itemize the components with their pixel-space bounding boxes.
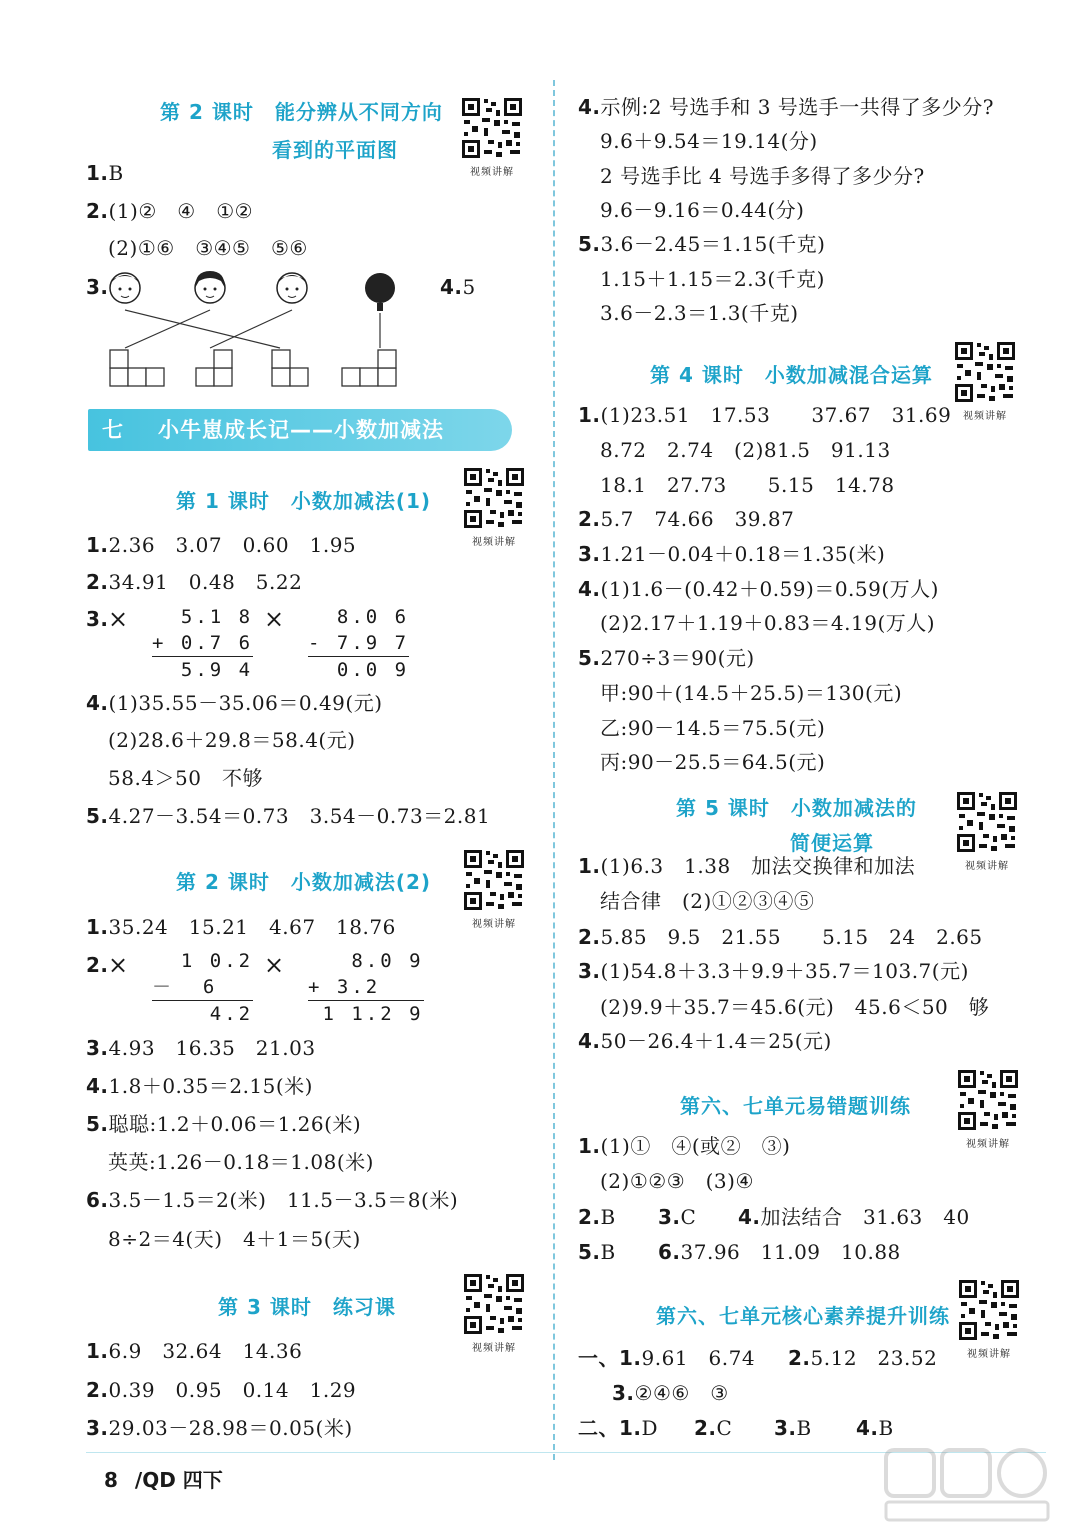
answer-line: 2.C [694,1416,733,1440]
qr-code[interactable] [460,96,524,178]
answer-line: 5.聪聪:1.2＋0.06＝1.26(米) [86,1112,362,1136]
answer-line: 二、1.D [578,1416,659,1440]
block-view [272,350,308,386]
answer-line: 1.35.24 15.21 4.67 18.76 [86,915,396,939]
watermark-logo-icon [882,1444,1052,1524]
answer-line: 4.1.8＋0.35＝2.15(米) [86,1074,313,1098]
qr-label: 视频讲解 [472,1343,516,1354]
answer-line: 4.(1)1.6－(0.42＋0.59)＝0.59(万人) [578,577,939,601]
qr-label: 视频讲解 [472,537,516,548]
answer-line: 2.34.91 0.48 5.22 [86,570,303,594]
qr-label: 视频讲解 [963,411,1007,422]
answer-line: 1.(1)6.3 1.38 加法交换律和加法 [578,854,916,878]
qr-code[interactable] [462,1272,526,1354]
lesson-title-7-5-line1: 第 5 课时 小数加减法的 [676,796,917,820]
match-line [125,310,280,348]
answer-line: (2)2.17＋1.19＋0.83＝4.19(万人) [600,611,936,635]
vertical-calc [152,604,253,683]
vertical-calc [308,604,409,683]
qr-code[interactable] [953,340,1017,422]
wrong-mark: × [108,951,129,979]
answer-line: 4.50－26.4＋1.4＝25(元) [578,1029,832,1053]
qr-code[interactable] [955,790,1019,872]
answer-line: 乙:90－14.5＝75.5(元) [600,716,826,740]
answer-line: 5.3.6－2.45＝1.15(千克) [578,232,826,256]
lesson-title-review-errors: 第六、七单元易错题训练 [680,1094,911,1118]
block-view [196,350,232,386]
qr-code-icon [956,1068,1020,1132]
answer-line: 8.72 2.74 (2)81.5 91.13 [600,438,891,462]
lesson-title-7-2: 第 2 课时 小数加减法(2) [176,870,432,894]
qr-code[interactable] [462,848,526,930]
answer-line: 2.0.39 0.95 0.14 1.29 [86,1378,357,1402]
answer-line: 1.(1)① ④(或② ③) [578,1134,791,1158]
answer-line: 4.5 [440,275,476,299]
lesson-title-6-2-line2: 看到的平面图 [272,138,398,162]
answer-line: 2 号选手比 4 号选手多得了多少分? [600,164,925,188]
match-line [125,310,210,348]
unit-number: 七 [102,418,123,442]
qr-code-icon [462,466,526,530]
unit-banner [88,409,512,451]
answer-line: 5.270÷3＝90(元) [578,646,755,670]
unit-title: 小牛崽成长记——小数加减法 [158,418,444,442]
answer-line: 18.1 27.73 5.15 14.78 [600,473,895,497]
answer-line: (2)9.9＋35.7＝45.6(元) 45.6＜50 够 [600,995,990,1019]
answer-line: 2.5.85 9.5 21.55 5.15 24 2.65 [578,925,983,949]
answer-line: 2.5.7 74.66 39.87 [578,507,795,531]
boy-face-icon [110,273,140,303]
answer-line: 3.6－2.3＝1.3(千克) [600,301,799,325]
qr-label: 视频讲解 [472,919,516,930]
qr-code-icon [955,790,1019,854]
wrong-mark: × [264,951,285,979]
answer-line: 6.37.96 11.09 10.88 [658,1240,901,1264]
vertical-calc [152,948,253,1027]
answer-line: (2)①⑥ ③④⑤ ⑤⑥ [108,236,308,260]
answer-line: 8÷2＝4(天) 4＋1＝5(天) [108,1227,361,1251]
answer-line: 3.B [774,1416,812,1440]
answer-line: 6.3.5－1.5＝2(米) 11.5－3.5＝8(米) [86,1188,459,1212]
calc-result: 1 1.2 9 [308,1000,424,1027]
answer-line: 1.(1)23.51 17.53 37.67 31.69 [578,403,952,427]
vertical-calc [308,948,424,1027]
answer-line: 3.4.93 16.35 21.03 [86,1036,316,1060]
question-number: 3. [86,275,109,299]
answer-line: 结合律 (2)①②③④⑤ [600,889,815,913]
qr-code[interactable] [956,1068,1020,1150]
block-view [342,350,396,386]
answer-line: 5.B [578,1240,616,1264]
answer-line: 4.示例:2 号选手和 3 号选手一共得了多少分? [578,95,994,119]
calc-result: 4.2 [152,1000,253,1027]
calc-row: 1 0.2 [152,950,254,972]
answer-line: 3.②④⑥ ③ [612,1381,729,1405]
matching-figure [100,268,410,394]
qr-code-icon [460,96,524,160]
wrong-mark: × [264,605,285,633]
qr-label: 视频讲解 [965,861,1009,872]
column-divider [553,80,555,1460]
page-footer [104,1464,223,1493]
qr-code-icon [953,340,1017,404]
answer-line: 3.(1)54.8＋3.3＋9.9＋35.7＝103.7(元) [578,959,969,983]
calc-row: 8.0 6 [308,606,410,628]
back-of-head-icon [365,273,395,311]
answer-line: 58.4＞50 不够 [108,766,263,790]
answer-line: (2)①②③ (3)④ [600,1169,754,1193]
calc-row: + 3.2 [308,976,381,998]
answer-line: 丙:90－25.5＝64.5(元) [600,750,826,774]
answer-line: 9.6＋9.54＝19.14(分) [600,129,818,153]
answer-line: (2)28.6＋29.8＝58.4(元) [108,728,356,752]
answer-line: 1.2.36 3.07 0.60 1.95 [86,533,357,557]
answer-line: 2.5.12 23.52 [788,1346,938,1370]
question-number: 3. [86,607,109,631]
qr-code-icon [462,848,526,912]
calc-row: 5.1 8 [152,606,254,628]
book-code: /QD 四下 [134,1468,223,1492]
qr-code-icon [462,1272,526,1336]
answer-line: 一、1.9.61 6.74 [578,1346,756,1370]
match-line [210,310,292,348]
qr-code[interactable] [462,466,526,548]
lesson-title-review-core: 第六、七单元核心素养提升训练 [656,1304,950,1328]
lesson-title-7-5-line2: 简便运算 [790,831,874,855]
calc-row: + 0.7 6 [152,632,254,654]
answer-line: 4.加法结合 31.63 40 [738,1205,970,1229]
block-view [110,350,164,386]
lesson-title-6-2-line1: 第 2 课时 能分辨从不同方向 [160,100,443,124]
qr-code-icon [957,1278,1021,1342]
answer-line: 3.C [658,1205,697,1229]
answer-line: 1.15＋1.15＝2.3(千克) [600,267,825,291]
lesson-title-7-1: 第 1 课时 小数加减法(1) [176,489,432,513]
calc-result: 0.0 9 [308,656,409,683]
answer-line: 1.6.9 32.64 14.36 [86,1339,303,1363]
answer-line: 4.(1)35.55－35.06＝0.49(元) [86,691,383,715]
qr-code[interactable] [957,1278,1021,1360]
calc-row: - 7.9 7 [308,632,410,654]
lesson-title-7-3: 第 3 课时 练习课 [218,1295,396,1319]
answer-line: 4.B [856,1416,894,1440]
calc-row: － 6 [152,976,218,998]
answer-line: 2.B [578,1205,616,1229]
calc-result: 5.9 4 [152,656,253,683]
child-face-icon [277,273,307,303]
girl-face-icon [195,271,225,303]
answer-line: 甲:90＋(14.5＋25.5)＝130(元) [600,681,903,705]
page-number: 8 [104,1468,118,1492]
answer-line: 5.4.27－3.54＝0.73 3.54－0.73＝2.81 [86,804,491,828]
answer-line: 3.29.03－28.98＝0.05(米) [86,1416,353,1440]
qr-label: 视频讲解 [967,1349,1011,1360]
answer-line: 英英:1.26－0.18＝1.08(米) [108,1150,374,1174]
answer-line: 2.(1)② ④ ①② [86,199,254,223]
lesson-title-7-4: 第 4 课时 小数加减混合运算 [650,363,933,387]
answer-line: 1.B [86,161,124,185]
qr-label: 视频讲解 [966,1139,1010,1150]
question-number: 2. [86,953,109,977]
wrong-mark: × [108,605,129,633]
calc-row: 8.0 9 [308,950,424,972]
answer-line: 9.6－9.16＝0.44(分) [600,198,805,222]
qr-label: 视频讲解 [470,167,514,178]
answer-line: 3.1.21－0.04＋0.18＝1.35(米) [578,542,886,566]
